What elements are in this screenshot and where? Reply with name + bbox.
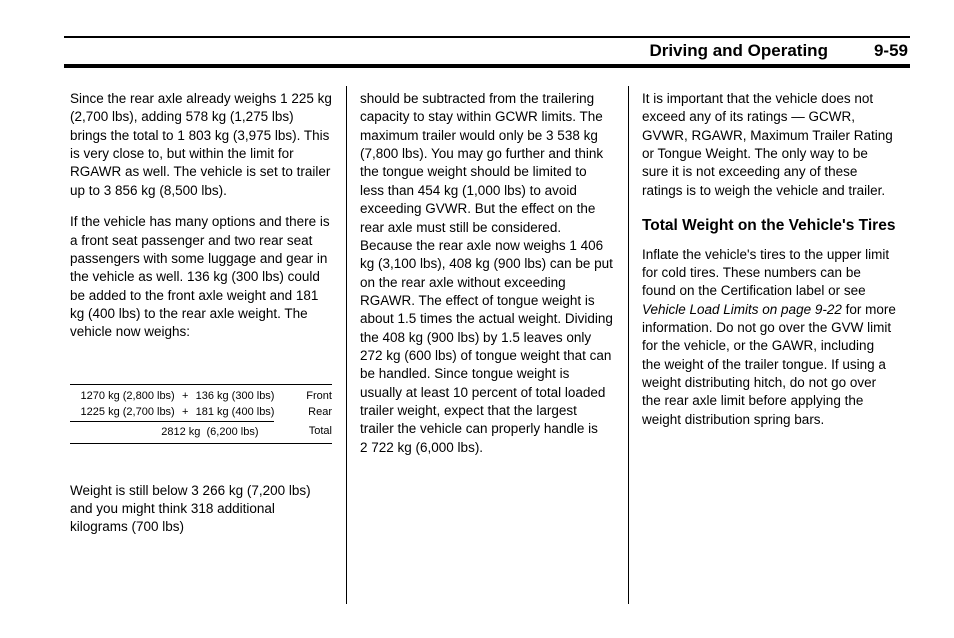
rear-base-weight: 1225 kg (2,700 lbs) <box>80 405 175 418</box>
paragraph-text: for more information. Do not go over the GVW limit for the vehicle, or the GAWR, including the weight of the trailer tongue. If using a weight distributing hitch, do not go over the rear axle limit before applying the weight distribution spring bars. <box>641 301 896 427</box>
row-label-rear: Rear <box>308 406 332 419</box>
section-subheading: Total Weight on the Vehicle's Tires <box>641 217 896 235</box>
header-rule-bottom <box>64 64 910 68</box>
paragraph: Since the rear axle already weighs 1 225 kg (2,700 lbs), adding 578 kg (1,275 lbs) brings the total to 1 803 kg (3,975 lbs). This is very close to, but within the limit for RGAWR as well. The vehicle is set to trailer up to 3 856 kg (8,500 lbs). <box>70 91 332 198</box>
three-column-layout <box>64 86 910 604</box>
row-label-front: Front <box>306 389 332 402</box>
table-total-row <box>70 421 332 443</box>
table-row <box>70 404 332 421</box>
paragraph <box>642 246 896 430</box>
column-3 <box>628 86 910 604</box>
column-1 <box>64 86 346 604</box>
section-title: Driving and Operating <box>649 41 828 60</box>
front-added-weight: 136 kg (300 lbs) <box>195 389 275 402</box>
row-label-total: Total <box>308 425 332 438</box>
page-number: 9-59 <box>873 41 908 60</box>
paragraph-text: Inflate the vehicle's tires to the upper limit for cold tires. These numbers can be found on the Certification label or see <box>641 246 890 299</box>
rear-added-weight: 181 kg (400 lbs) <box>195 405 275 418</box>
column-2 <box>346 86 628 604</box>
total-weight: 2812 kg (6,200 lbs) <box>70 421 274 443</box>
paragraph: Weight is still below 3 266 kg (7,200 lbs) and you might think 318 additional kilograms (700 lbs) <box>70 482 311 535</box>
paragraph: It is important that the vehicle does not exceed any of its ratings — GCWR, GVWR, RGAWR, Maximum Trailer Rating or Tongue Weight. The only way to be sure it is not exceeding any of these ratings is to weigh the vehicle and trailer. <box>641 91 893 198</box>
cross-reference-italic: Vehicle Load Limits on page 9-22 <box>641 301 842 317</box>
plus-sign: + <box>181 389 189 402</box>
front-base-weight: 1270 kg (2,800 lbs) <box>80 389 175 402</box>
plus-sign: + <box>181 405 189 418</box>
paragraph: If the vehicle has many options and there is a front seat passenger and two rear seat passengers with some luggage and gear in the vehicle as well. 136 kg (300 lbs) could be added to the front axle weight and 181 kg (400 lbs) to the rear axle weight. The vehicle now weighs: <box>70 214 330 340</box>
table-row <box>70 384 332 404</box>
weight-calculation-table <box>70 384 332 444</box>
paragraph: should be subtracted from the trailering capacity to stay within GCWR limits. The maximum trailer would only be 3 538 kg (7,800 lbs). You may go further and think the tongue weight should be limited to less than 454 kg (1,000 lbs) to avoid exceeding GVWR. But the effect on the rear axle must still be considered. Because the rear axle now weighs 1 406 kg (3,100 lbs), 408 kg (900 lbs) can be put on the rear axle without exceeding RGAWR. The effect of tongue weight is about 1.5 times the actual weight. Dividing the 408 kg (900 lbs) by 1.5 leaves only 272 kg (600 lbs) of tongue weight that can be handled. Since tongue weight is usually at least 10 percent of total loaded trailer weight, expect that the largest trailer the vehicle can properly handle is 2 722 kg (6,000 lbs). <box>359 91 613 455</box>
page-header <box>64 38 910 64</box>
